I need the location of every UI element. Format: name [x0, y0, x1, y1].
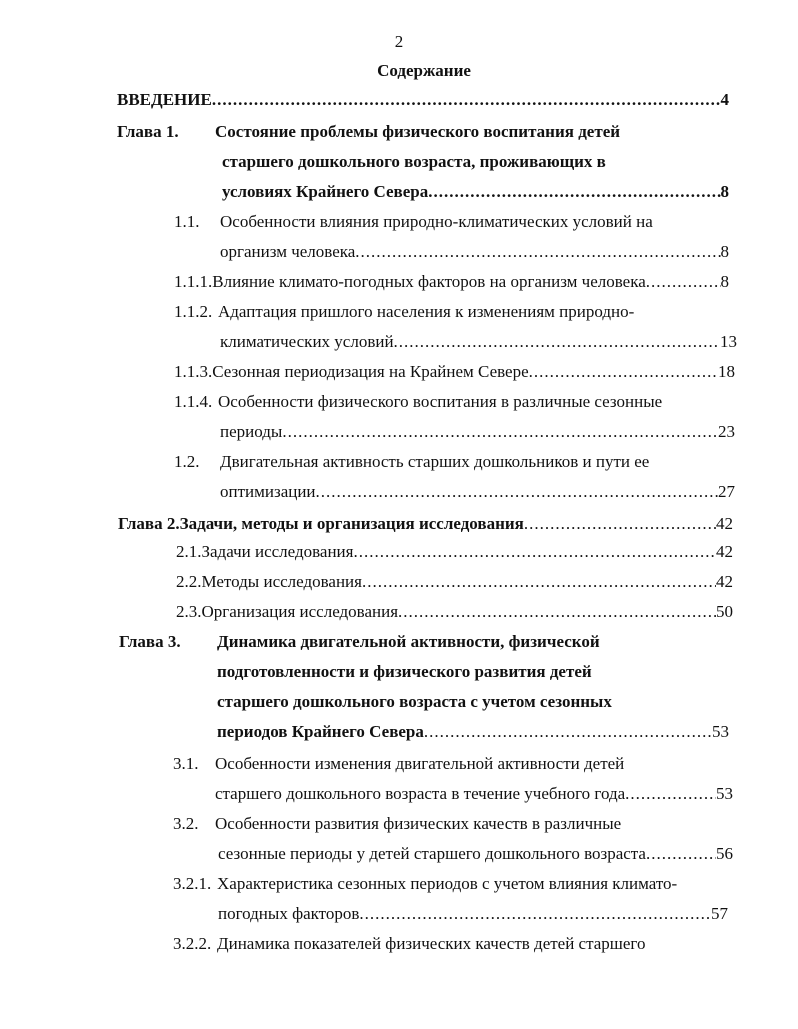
dot-leader [282, 422, 718, 442]
toc-entry-text: ВВЕДЕНИЕ [117, 90, 212, 109]
dot-leader [353, 542, 716, 562]
toc-entry-text: Особенности влияния природно-климатических условий на [220, 212, 653, 231]
toc-entry-1-1-4-end [220, 422, 735, 442]
toc-entry-number: Глава 3. [119, 632, 181, 651]
toc-entry-number: 1.1.3. [174, 362, 213, 381]
toc-entry-number: 2.1. [176, 542, 202, 561]
toc-entry-chapter-2 [118, 514, 733, 534]
dot-leader [424, 722, 712, 742]
toc-entry-text: Состояние проблемы физического воспитания детей [215, 122, 621, 141]
toc-entry-page: 42 [716, 514, 733, 533]
toc-entry-1-1 [174, 212, 734, 232]
toc-entry-1-1-end [220, 242, 729, 262]
toc-entry-number: 1.1.4. [174, 392, 213, 411]
toc-entry-number: 1.1.1. [174, 272, 213, 291]
toc-title: Содержание [377, 61, 471, 80]
toc-entry-text: периодов Крайнего Севера [217, 722, 424, 741]
dot-leader [646, 272, 721, 292]
dot-leader [524, 514, 716, 534]
toc-entry-2-3 [176, 602, 733, 622]
dot-leader [316, 482, 718, 502]
toc-entry-page: 50 [716, 602, 733, 621]
toc-entry-1-2-end [220, 482, 735, 502]
toc-entry-text: Особенности развития физических качеств в различные [215, 814, 622, 833]
toc-entry-1-1-3 [174, 362, 735, 382]
toc-entry-text: старшего дошкольного возраста в течение учебного года [215, 784, 626, 803]
toc-entry-3-2-1-end [218, 904, 728, 924]
toc-entry-text: организм человека [220, 242, 356, 261]
toc-entry-1-1-2 [174, 302, 734, 322]
toc-entry-text: Влияние климато-погодных факторов на организм человека [212, 272, 646, 291]
toc-entry-number: 3.2.2. [173, 934, 212, 953]
toc-entry-chapter-3-cont-1 [217, 662, 717, 682]
toc-entry-text: Динамика двигательной активности, физической [217, 632, 600, 651]
toc-entry-text: Адаптация пришлого населения к изменениям природно- [218, 302, 635, 321]
toc-entry-text: условиях Крайнего Севера [222, 182, 429, 201]
toc-entry-page: 4 [720, 90, 729, 109]
toc-entry-page: 13 [720, 332, 737, 351]
toc-entry-page: 8 [720, 182, 729, 201]
toc-entry-page: 56 [716, 844, 733, 863]
toc-entry-number: Глава 1. [117, 122, 179, 141]
toc-entry-text: Задачи, методы и организация исследования [179, 514, 524, 533]
toc-entry-page: 57 [711, 904, 728, 923]
toc-entry-number: 1.1.2. [174, 302, 213, 321]
toc-entry-page: 8 [720, 242, 729, 261]
toc-entry-text: Методы исследования [201, 572, 362, 591]
toc-entry-chapter-3 [119, 632, 719, 652]
toc-entry-number: 3.2. [173, 814, 199, 833]
toc-entry-text: Двигательная активность старших дошкольников и пути ее [220, 452, 650, 471]
dot-leader [355, 242, 720, 262]
dot-leader [394, 332, 720, 352]
toc-entry-text: периоды [220, 422, 283, 441]
toc-entry-number: 3.1. [173, 754, 199, 773]
toc-entry-chapter-1 [117, 122, 737, 142]
dot-leader [646, 844, 716, 864]
toc-entry-3-2-2 [173, 934, 738, 954]
dot-leader [398, 602, 716, 622]
toc-entry-1-1-1 [174, 272, 729, 292]
dot-leader [428, 182, 720, 202]
toc-entry-1-1-4 [174, 392, 734, 412]
toc-entry-chapter-3-end [217, 722, 729, 742]
dot-leader [625, 784, 716, 804]
dot-leader [359, 904, 711, 924]
toc-entry-2-1 [176, 542, 733, 562]
dot-leader [529, 362, 718, 382]
toc-entry-2-2 [176, 572, 733, 592]
toc-entry-page: 23 [718, 422, 735, 441]
toc-entry-text: погодных факторов [218, 904, 360, 923]
toc-entry-page: 18 [718, 362, 735, 381]
toc-entry-1-1-2-end [220, 332, 737, 352]
toc-entry-text: Сезонная периодизация на Крайнем Севере [212, 362, 529, 381]
toc-entry-3-2-end [218, 844, 733, 864]
toc-entry-3-1 [173, 754, 733, 774]
toc-entry-3-2-1 [173, 874, 738, 894]
toc-entry-text: оптимизации [220, 482, 316, 501]
toc-entry-3-1-end [215, 784, 733, 804]
dot-leader [212, 90, 721, 110]
toc-entry-text: сезонные периоды у детей старшего дошкольного возраста [218, 844, 646, 863]
toc-entry-page: 8 [720, 272, 729, 291]
toc-entry-text: Динамика показателей физических качеств детей старшего [217, 934, 646, 953]
dot-leader [362, 572, 716, 592]
toc-entry-chapter-3-cont-2 [217, 692, 717, 712]
toc-entry-text: Организация исследования [201, 602, 399, 621]
toc-entry-introduction [117, 90, 729, 110]
toc-entry-page: 53 [716, 784, 733, 803]
toc-entry-text: Особенности изменения двигательной активности детей [215, 754, 625, 773]
toc-entry-page: 42 [716, 572, 733, 591]
toc-entry-text: Характеристика сезонных периодов с учетом влияния климато- [217, 874, 678, 893]
toc-entry-number: Глава 2. [118, 514, 180, 533]
toc-entry-text: старшего дошкольного возраста с учетом сезонных [217, 692, 612, 711]
toc-entry-number: 3.2.1. [173, 874, 212, 893]
toc-entry-text: Задачи исследования [201, 542, 354, 561]
toc-entry-page: 53 [712, 722, 729, 741]
toc-entry-text: Особенности физического воспитания в различные сезонные [218, 392, 663, 411]
toc-entry-text: старшего дошкольного возраста, проживающих в [222, 152, 606, 171]
toc-entry-number: 1.2. [174, 452, 200, 471]
toc-entry-number: 1.1. [174, 212, 200, 231]
toc-entry-number: 2.2. [176, 572, 202, 591]
toc-entry-chapter-1-cont [222, 152, 722, 172]
toc-entry-number: 2.3. [176, 602, 202, 621]
toc-entry-page: 27 [718, 482, 735, 501]
toc-entry-page: 42 [716, 542, 733, 561]
toc-entry-1-2 [174, 452, 734, 472]
page-number: 2 [394, 32, 404, 51]
toc-entry-text: климатических условий [220, 332, 394, 351]
toc-entry-3-2 [173, 814, 733, 834]
toc-entry-text: подготовленности и физического развития детей [217, 662, 592, 681]
toc-entry-chapter-1-end [222, 182, 729, 202]
